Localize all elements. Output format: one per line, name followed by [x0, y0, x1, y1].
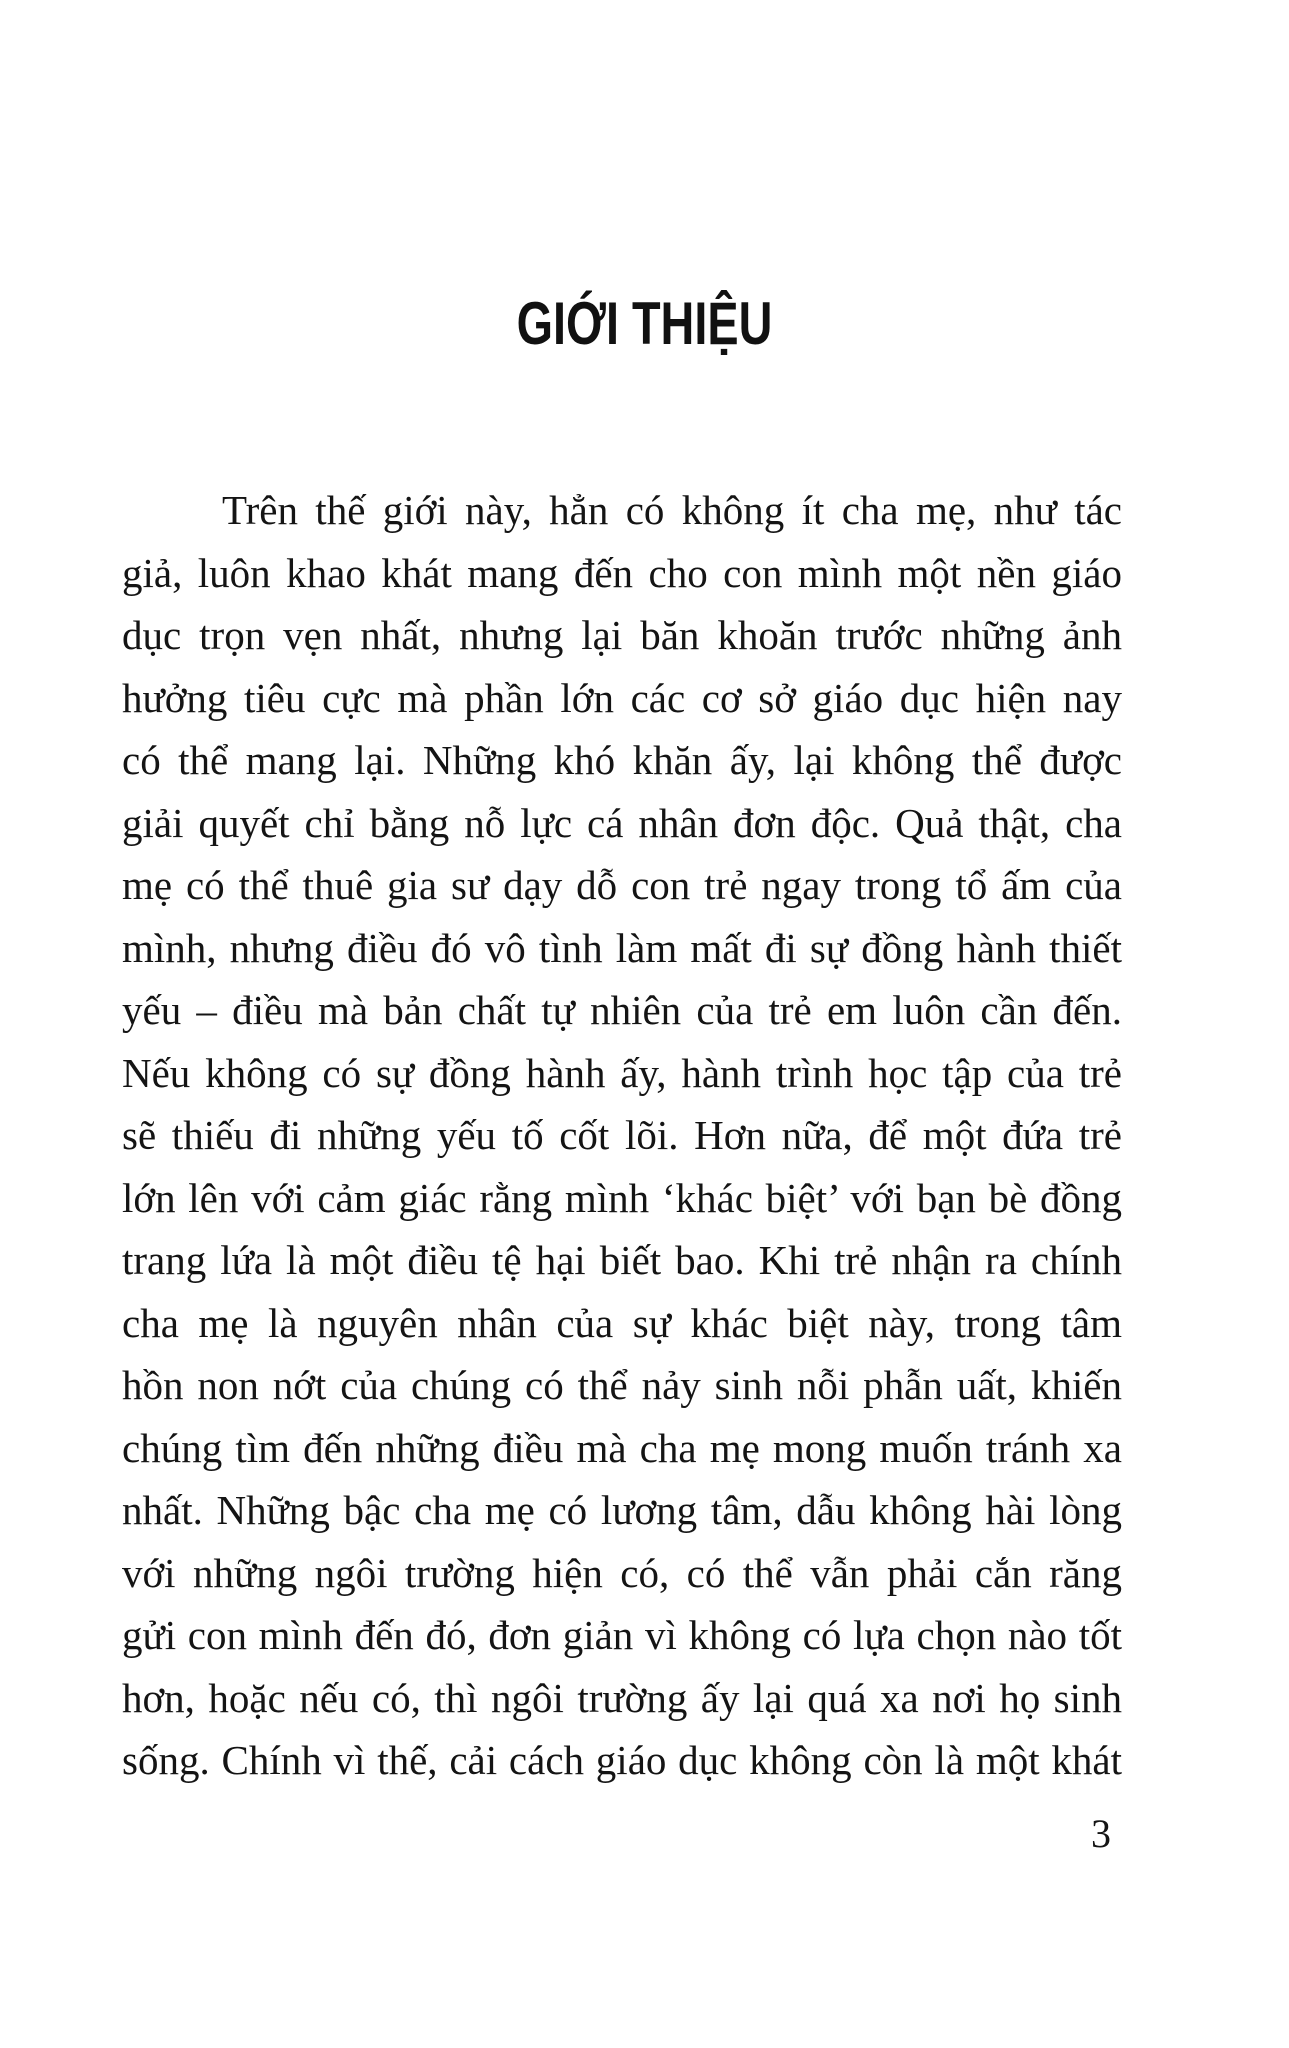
text-line: trang lứa là một điều tệ hại biết bao. Khi trẻ nhận ra chính — [122, 1237, 1122, 1283]
text-line: hồn non nớt của chúng có thể nảy sinh nỗi phẫn uất, khiến — [122, 1362, 1122, 1408]
page-title: GIỚI THIỆU — [516, 290, 773, 357]
text-line: giải quyết chỉ bằng nỗ lực cá nhân đơn độc. Quả thật, cha — [122, 799, 1122, 846]
text-line: yếu – điều mà bản chất tự nhiên của trẻ em luôn cần đến. — [122, 987, 1122, 1033]
text-line: sống. Chính vì thế, cải cách giáo dục không còn là một khát — [122, 1737, 1122, 1783]
text-line: sẽ thiếu đi những yếu tố cốt lõi. Hơn nữa, để một đứa trẻ — [122, 1112, 1122, 1158]
text-line: có thể mang lại. Những khó khăn ấy, lại không thể được — [122, 737, 1122, 783]
text-line: mình, nhưng điều đó vô tình làm mất đi sự đồng hành thiết — [122, 924, 1122, 971]
body-paragraph — [122, 479, 1122, 1792]
text-line: cha mẹ là nguyên nhân của sự khác biệt này, trong tâm — [122, 1299, 1122, 1346]
text-line: dục trọn vẹn nhất, nhưng lại băn khoăn trước những ảnh — [122, 612, 1122, 658]
text-line: Nếu không có sự đồng hành ấy, hành trình học tập của trẻ — [122, 1049, 1122, 1096]
text-line: với những ngôi trường hiện có, có thể vẫn phải cắn răng — [122, 1549, 1122, 1596]
text-line: lớn lên với cảm giác rằng mình ‘khác biệt’ với bạn bè đồng — [122, 1174, 1122, 1221]
text-line: hơn, hoặc nếu có, thì ngôi trường ấy lại quá xa nơi họ sinh — [122, 1674, 1122, 1721]
page-number: 3 — [1091, 1811, 1111, 1856]
text-line: hưởng tiêu cực mà phần lớn các cơ sở giáo dục hiện nay — [122, 674, 1122, 721]
text-line: chúng tìm đến những điều mà cha mẹ mong muốn tránh xa — [122, 1424, 1122, 1471]
text-line: gửi con mình đến đó, đơn giản vì không có lựa chọn nào tốt — [122, 1612, 1122, 1658]
text-line: mẹ có thể thuê gia sư dạy dỗ con trẻ ngay trong tổ ấm của — [122, 862, 1122, 908]
text-line: Trên thế giới này, hẳn có không ít cha mẹ, như tác — [222, 487, 1122, 533]
text-line: giả, luôn khao khát mang đến cho con mình một nền giáo — [122, 549, 1122, 596]
text-line: nhất. Những bậc cha mẹ có lương tâm, dẫu không hài lòng — [122, 1487, 1122, 1533]
